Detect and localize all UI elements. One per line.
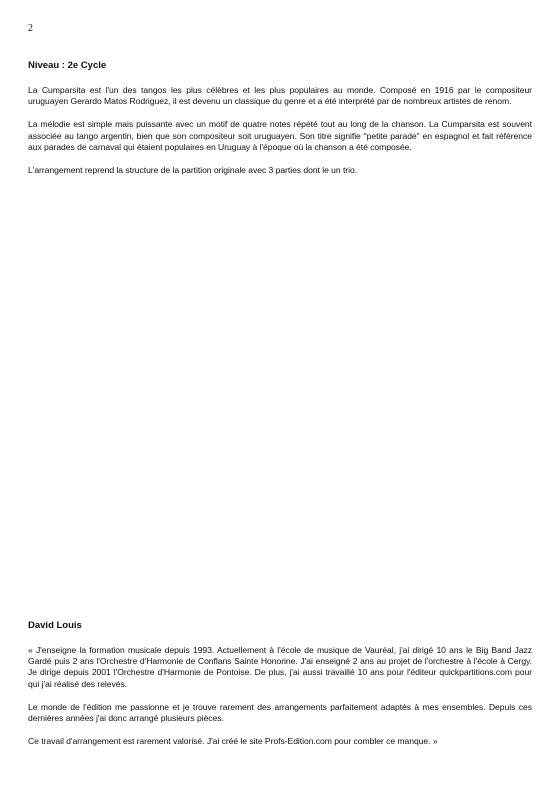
author-name-heading: David Louis <box>28 620 82 631</box>
description-paragraph: La Cumparsita est l'un des tangos les plus célèbres et les plus populaires au monde. Composé en 1916 par le compositeur uruguayen Gerardo Matos Rodriguez, il est devenu un classique du genre et a été interprété par de nombreux artistes de renom. <box>28 85 532 107</box>
author-bio-paragraph: Le monde de l'édition me passionne et je trouve rarement des arrangements parfaitement adaptés à mes ensembles. Depuis ces dernières années j'ai donc arrangé plusieurs pièces. <box>28 701 532 724</box>
page-number: 2 <box>28 23 33 34</box>
description-section <box>28 60 532 188</box>
description-paragraph: La mélodie est simple mais puissante avec un motif de quatre notes répété tout au long de la chanson. La Cumparsita est souvent associée au tango argentin, bien que son compositeur soit uruguayen. Son titre signifie "petite parade" en espagnol et fait référence aux parades de carnaval qui étaient populaires en Uruguay à l'époque où la chanson a été composée. <box>28 119 532 152</box>
author-bio-paragraph: Ce travail d'arrangement est rarement valorisé. J'ai créé le site Profs-Edition.com pour combler ce manque. » <box>28 736 438 747</box>
author-bio-paragraph: « J'enseigne la formation musicale depuis 1993. Actuellement à l'école de musique de Vauréal, j'ai dirigé 10 ans le Big Band Jazz Gardé puis 2 ans l'Orchestre d'Harmonie de Conflans Sainte Honorine. J'ai enseigné 2 ans au projet de l'orchestre à l'école à Cergy. Je dirige depuis 2001 l'Orchestre d'Harmonie de Pontoise. De plus, j'ai aussi travaillé 10 ans pour l'éditeur quickpartitions.com pour qui j'ai réalisé des relevés. <box>28 645 532 689</box>
level-heading: Niveau : 2e Cycle <box>28 60 107 71</box>
description-paragraph: L'arrangement reprend la structure de la partition originale avec 3 parties dont le un trio. <box>28 165 358 176</box>
author-section <box>28 620 532 759</box>
